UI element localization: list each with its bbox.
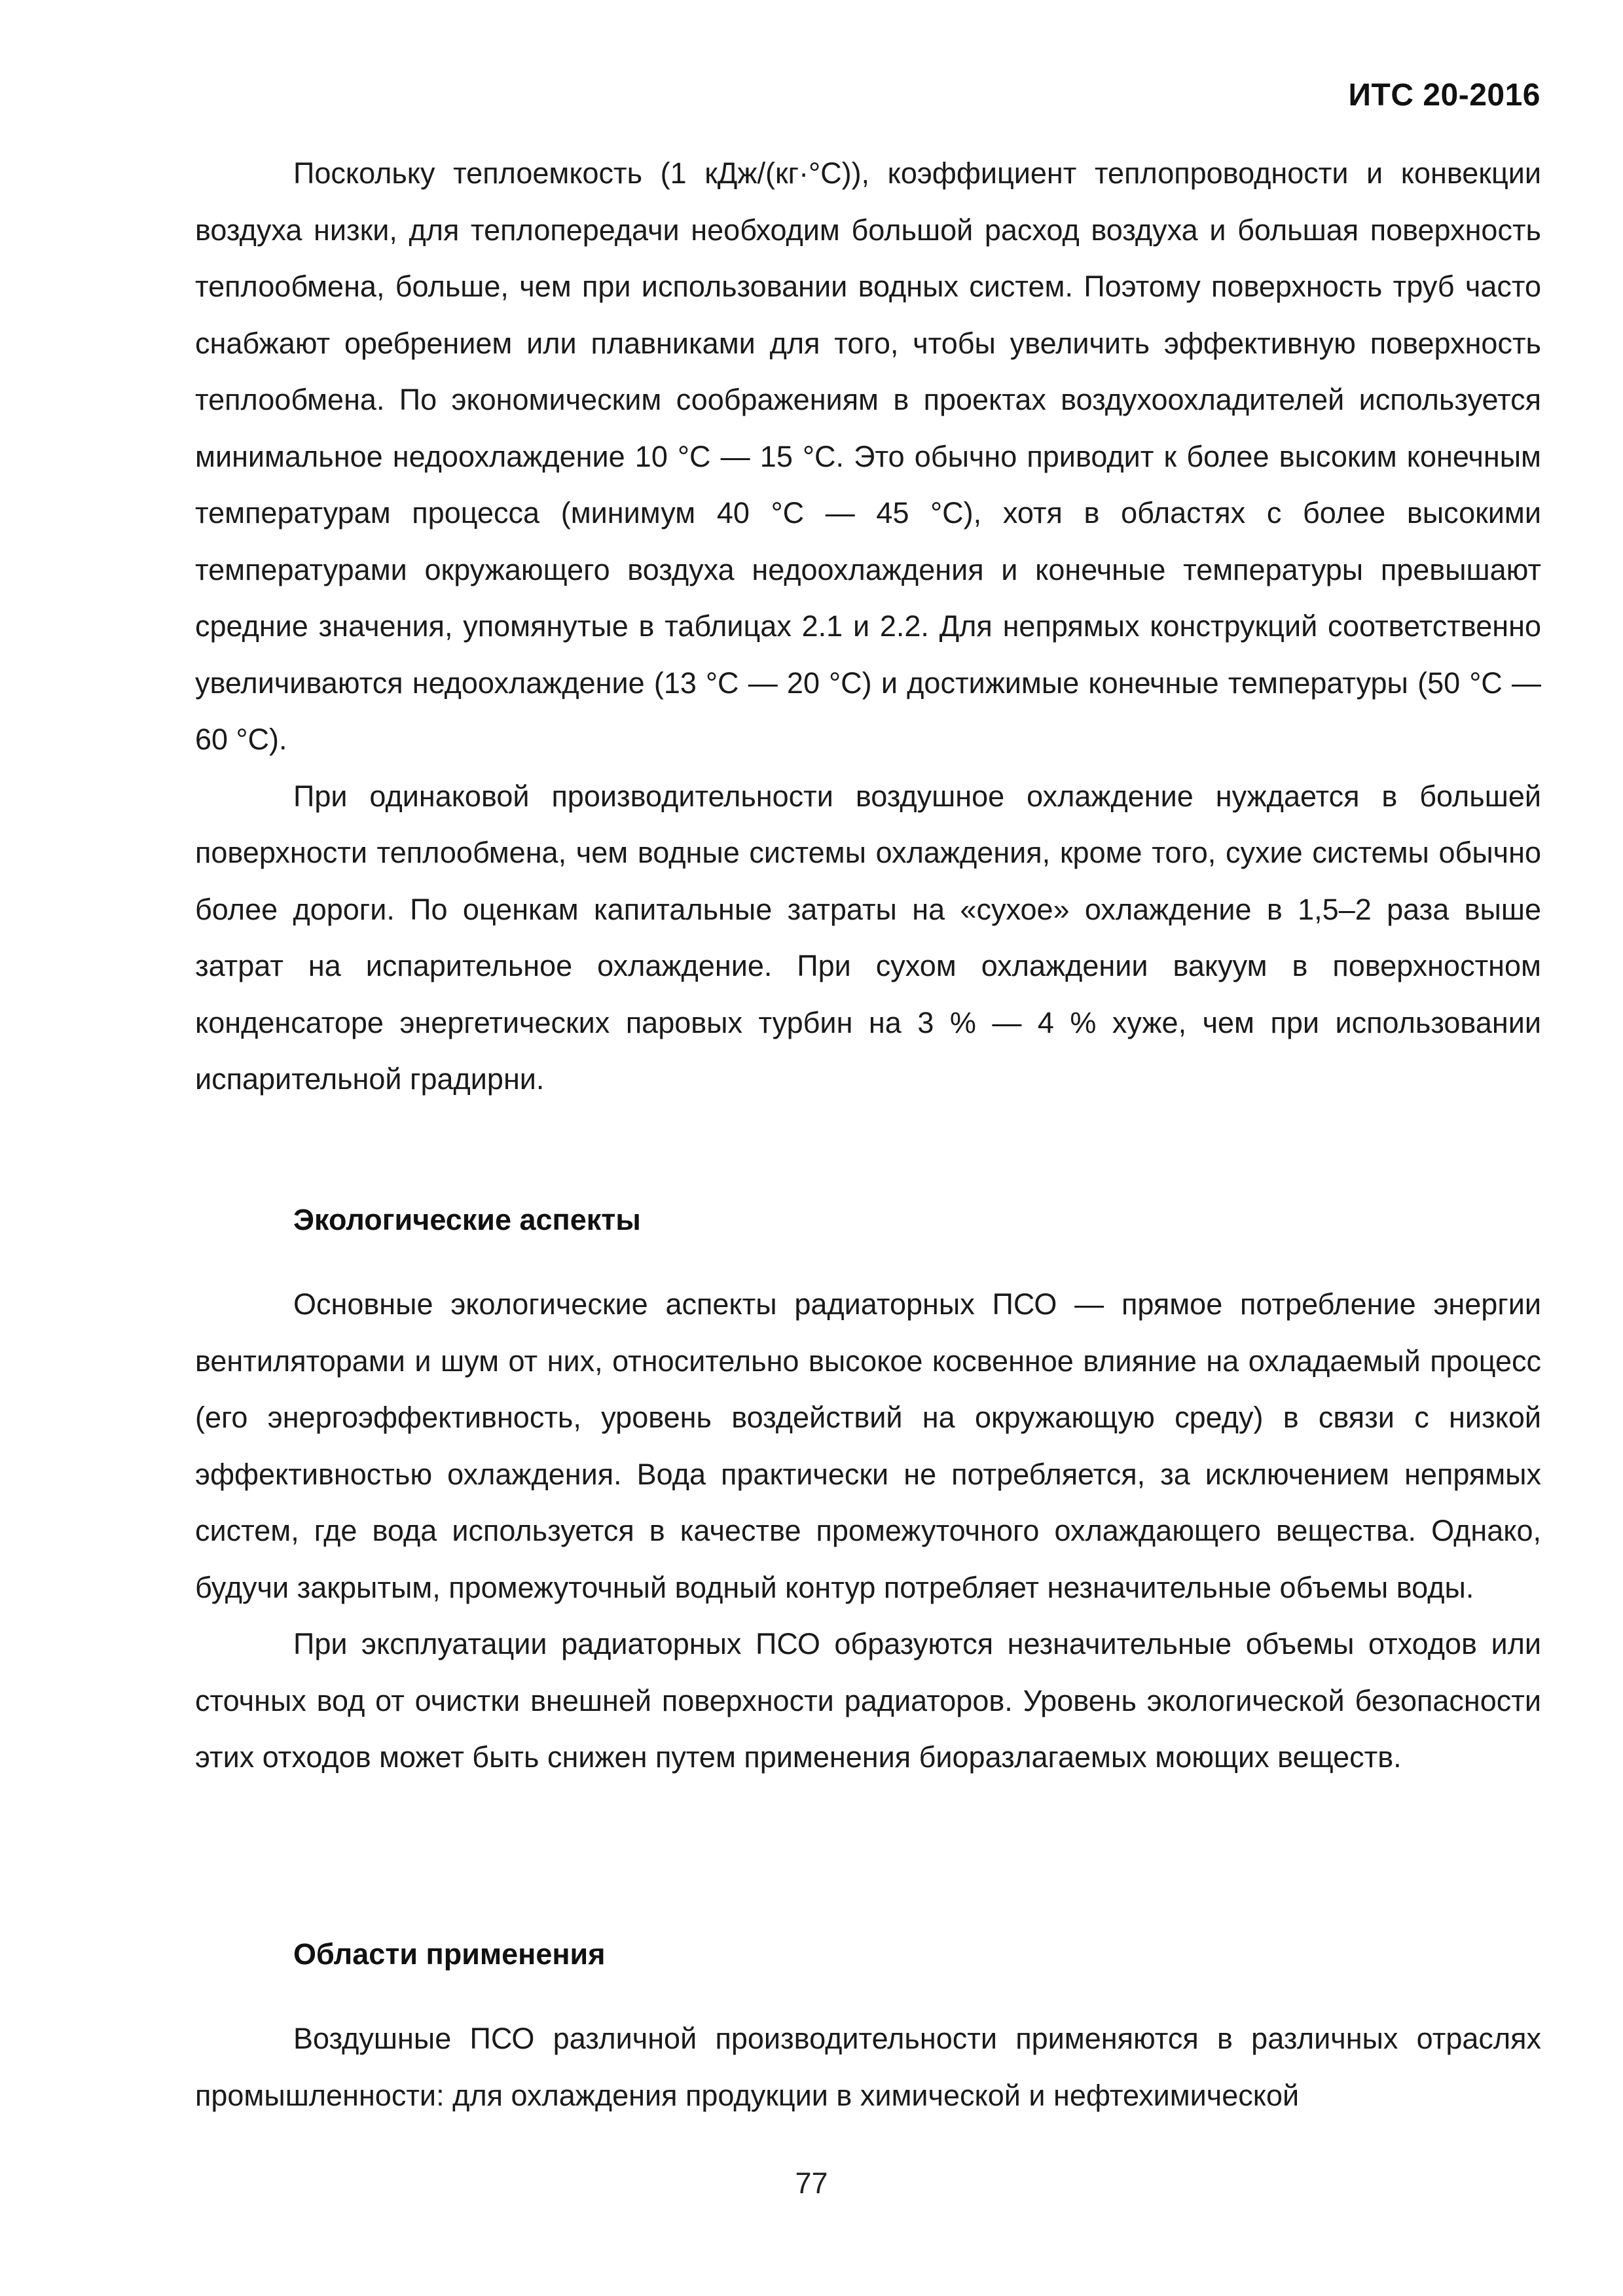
section-heat-transfer-text xyxy=(195,145,1541,1108)
paragraph-dry-cooling-costs: При одинаковой производительности воздушное охлаждение нуждается в большей поверхности теплообмена, чем водные системы охлаждения, кроме того, сухие системы обычно более дороги. По оценкам капитальные затраты на «сухое» охлаждение в 1,5–2 раза выше затрат на испарительное охлаждение. При сухом охлаждении вакуум в поверхностном конденсаторе энергетических паровых турбин на 3 % — 4 % хуже, чем при использовании испарительной градирни. xyxy=(195,779,1541,1096)
heading-ecological-aspects: Экологические аспекты xyxy=(293,1203,641,1236)
paragraph-air-cooling-industries: Воздушные ПСО различной производительности применяются в различных отраслях промышленности: для охлаждения продукции в химической и нефтехимической xyxy=(195,2022,1541,2112)
paragraph-waste-water: При эксплуатации радиаторных ПСО образуются незначительные объемы отходов или сточных вод от очистки внешней поверхности радиаторов. Уровень экологической безопасности этих отходов может быть снижен путем применения биоразлагаемых моющих веществ. xyxy=(195,1627,1541,1774)
paragraph-main-ecological-aspects: Основные экологические аспекты радиаторных ПСО — прямое потребление энергии вентиляторами и шум от них, относительно высокое косвенное влияние на охладаемый процесс (его энергоэффективность, уровень воздействий на окружающую среду) в связи с низкой эффективностью охлаждения. Вода практически не потребляется, за исключением непрямых систем, где вода используется в качестве промежуточного охлаждающего вещества. Однако, будучи закрытым, промежуточный водный контур потребляет незначительные объемы воды. xyxy=(195,1287,1541,1604)
section-ecological-text xyxy=(195,1276,1541,1786)
page-number: 77 xyxy=(795,2166,828,2200)
document-code-header: ИТС 20-2016 xyxy=(1348,78,1541,113)
section-applications-text xyxy=(195,2011,1541,2124)
paragraph-air-heat-capacity: Поскольку теплоемкость (1 кДж/(кг·°С)), коэффициент теплопроводности и конвекции воздуха низки, для теплопередачи необходим большой расход воздуха и большая поверхность теплообмена, больше, чем при использовании водных систем. Поэтому поверхность труб часто снабжают оребрением или плавниками для того, чтобы увеличить эффективную поверхность теплообмена. По экономическим соображениям в проектах воздухоохладителей используется минимальное недоохлаждение 10 °С — 15 °С. Это обычно приводит к более высоким конечным температурам процесса (минимум 40 °С — 45 °С), хотя в областях с более высокими температурами окружающего воздуха недоохлаждения и конечные температуры превышают средние значения, упомянутые в таблицах 2.1 и 2.2. Для непрямых конструкций соответственно увеличиваются недоохлаждение (13 °С — 20 °С) и достижимые конечные температуры (50 °С — 60 °С). xyxy=(195,156,1541,756)
heading-applications: Области применения xyxy=(293,1937,606,1971)
